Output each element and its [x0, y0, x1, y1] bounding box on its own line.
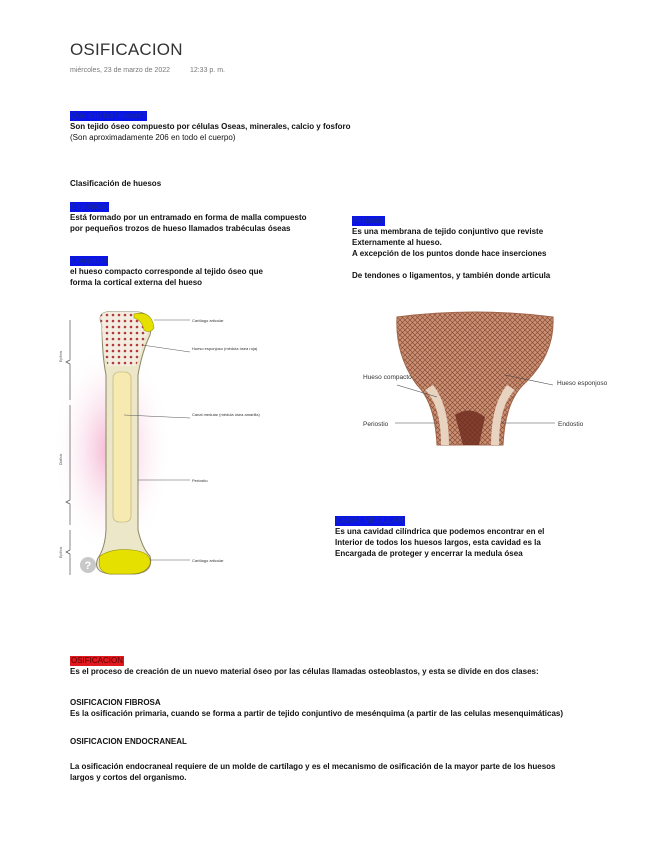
bone-label-diaphysis: Diáfisis	[59, 453, 63, 465]
photo-label-spongy: Hueso esponjoso	[557, 380, 608, 387]
compacto-line-2: forma la cortical externa del hueso	[70, 278, 203, 287]
what-line-2: (Son aproximadamente 206 en todo el cuerpo)	[70, 133, 236, 142]
heading-esponjoso: Esponjoso	[71, 202, 109, 211]
heading-endocraneal: OSIFICACION ENDOCRANEAL	[70, 737, 187, 746]
canal-line-1: Es una cavidad cilíndrica que podemos encontrar en el	[335, 527, 545, 536]
esponjoso-line-1: Está formado por un entramado en forma de malla compuesto	[70, 213, 307, 222]
photo-label-compact: Hueso compacto	[363, 374, 412, 381]
osificacion-line: Es el proceso de creación de un nuevo material óseo por las células llamadas osteoblastos, y esta se divide en dos clases:	[70, 667, 539, 676]
heading-what: Que son los huesos?	[71, 111, 147, 120]
section-what	[70, 110, 351, 143]
heading-fibrosa: OSIFICACION FIBROSA	[70, 698, 161, 707]
bone-section-photo	[355, 305, 608, 450]
canal-line-2: Interior de todos los huesos largos, esta cavidad es la	[335, 538, 541, 547]
classification-label: Clasificación de huesos	[70, 179, 162, 188]
section-compacto	[70, 255, 263, 288]
periostio-spacer	[352, 259, 550, 270]
section-periostio	[352, 215, 550, 281]
bone-label-periosteum: Periostio	[192, 478, 208, 483]
endocraneal-line-1: La osificación endocraneal requiere de un molde de cartílago y es el mecanismo de osificación de la mayor parte de los huesos	[70, 762, 556, 771]
esponjoso-line-2: por pequeños trozos de hueso llamados trabéculas óseas	[70, 224, 291, 233]
periostio-line-2: Externamente al hueso.	[352, 238, 442, 247]
page-date: miércoles, 23 de marzo de 2022	[70, 67, 170, 74]
heading-periostio: Periostio	[353, 216, 385, 225]
svg-text:?: ?	[84, 560, 92, 572]
section-fibrosa	[70, 697, 563, 719]
help-icon[interactable]	[80, 557, 96, 573]
bone-label-spongy: Hueso esponjoso (médula ósea roja)	[192, 346, 258, 351]
long-bone-diagram	[50, 300, 260, 590]
page-title: OSIFICACION	[70, 40, 183, 59]
bone-label-canal: Canal medular (médula ósea amarilla)	[192, 412, 260, 417]
heading-osificacion: OSIFICACION	[71, 656, 124, 665]
photo-label-periosteum: Periostio	[363, 421, 389, 428]
photo-label-endosteum: Endostio	[558, 421, 584, 428]
bone-label-epiphysis-top: Epífisis	[59, 350, 63, 362]
heading-compacto: Compacto	[71, 256, 108, 265]
compacto-line-1: el hueso compacto corresponde al tejido óseo que	[70, 267, 263, 276]
periostio-line-1: Es una membrana de tejido conjuntivo que reviste	[352, 227, 544, 236]
section-osificacion	[70, 655, 539, 677]
page-meta	[70, 67, 243, 74]
bone-label-cartilage-bottom: Cartílago articular	[192, 558, 224, 563]
bone-label-cartilage-top: Cartílago articular	[192, 318, 224, 323]
canal-line-3: Encargada de proteger y encerrar la medula ósea	[335, 549, 523, 558]
section-esponjoso	[70, 201, 307, 234]
what-line-1: Son tejido óseo compuesto por células Oseas, minerales, calcio y fosforo	[70, 122, 351, 131]
periostio-line-5: De tendones o ligamentos, y también donde articula	[352, 271, 551, 280]
endocraneal-line-2: largos y cortos del organismo.	[70, 773, 187, 782]
section-canal-medular	[335, 515, 544, 559]
periostio-line-3: A excepción de los puntos donde hace inserciones	[352, 249, 547, 258]
fibrosa-line: Es la osificación primaria, cuando se forma a partir de tejido conjuntivo de mesénquima (a partir de las celulas mesenquimáticas)	[70, 709, 564, 718]
section-endocraneal	[70, 761, 556, 783]
bone-label-epiphysis-bottom: Epífisis	[59, 546, 63, 558]
heading-canal-medular: CANAL MEDULAR	[336, 516, 404, 525]
page-time: 12:33 p. m.	[189, 67, 225, 74]
